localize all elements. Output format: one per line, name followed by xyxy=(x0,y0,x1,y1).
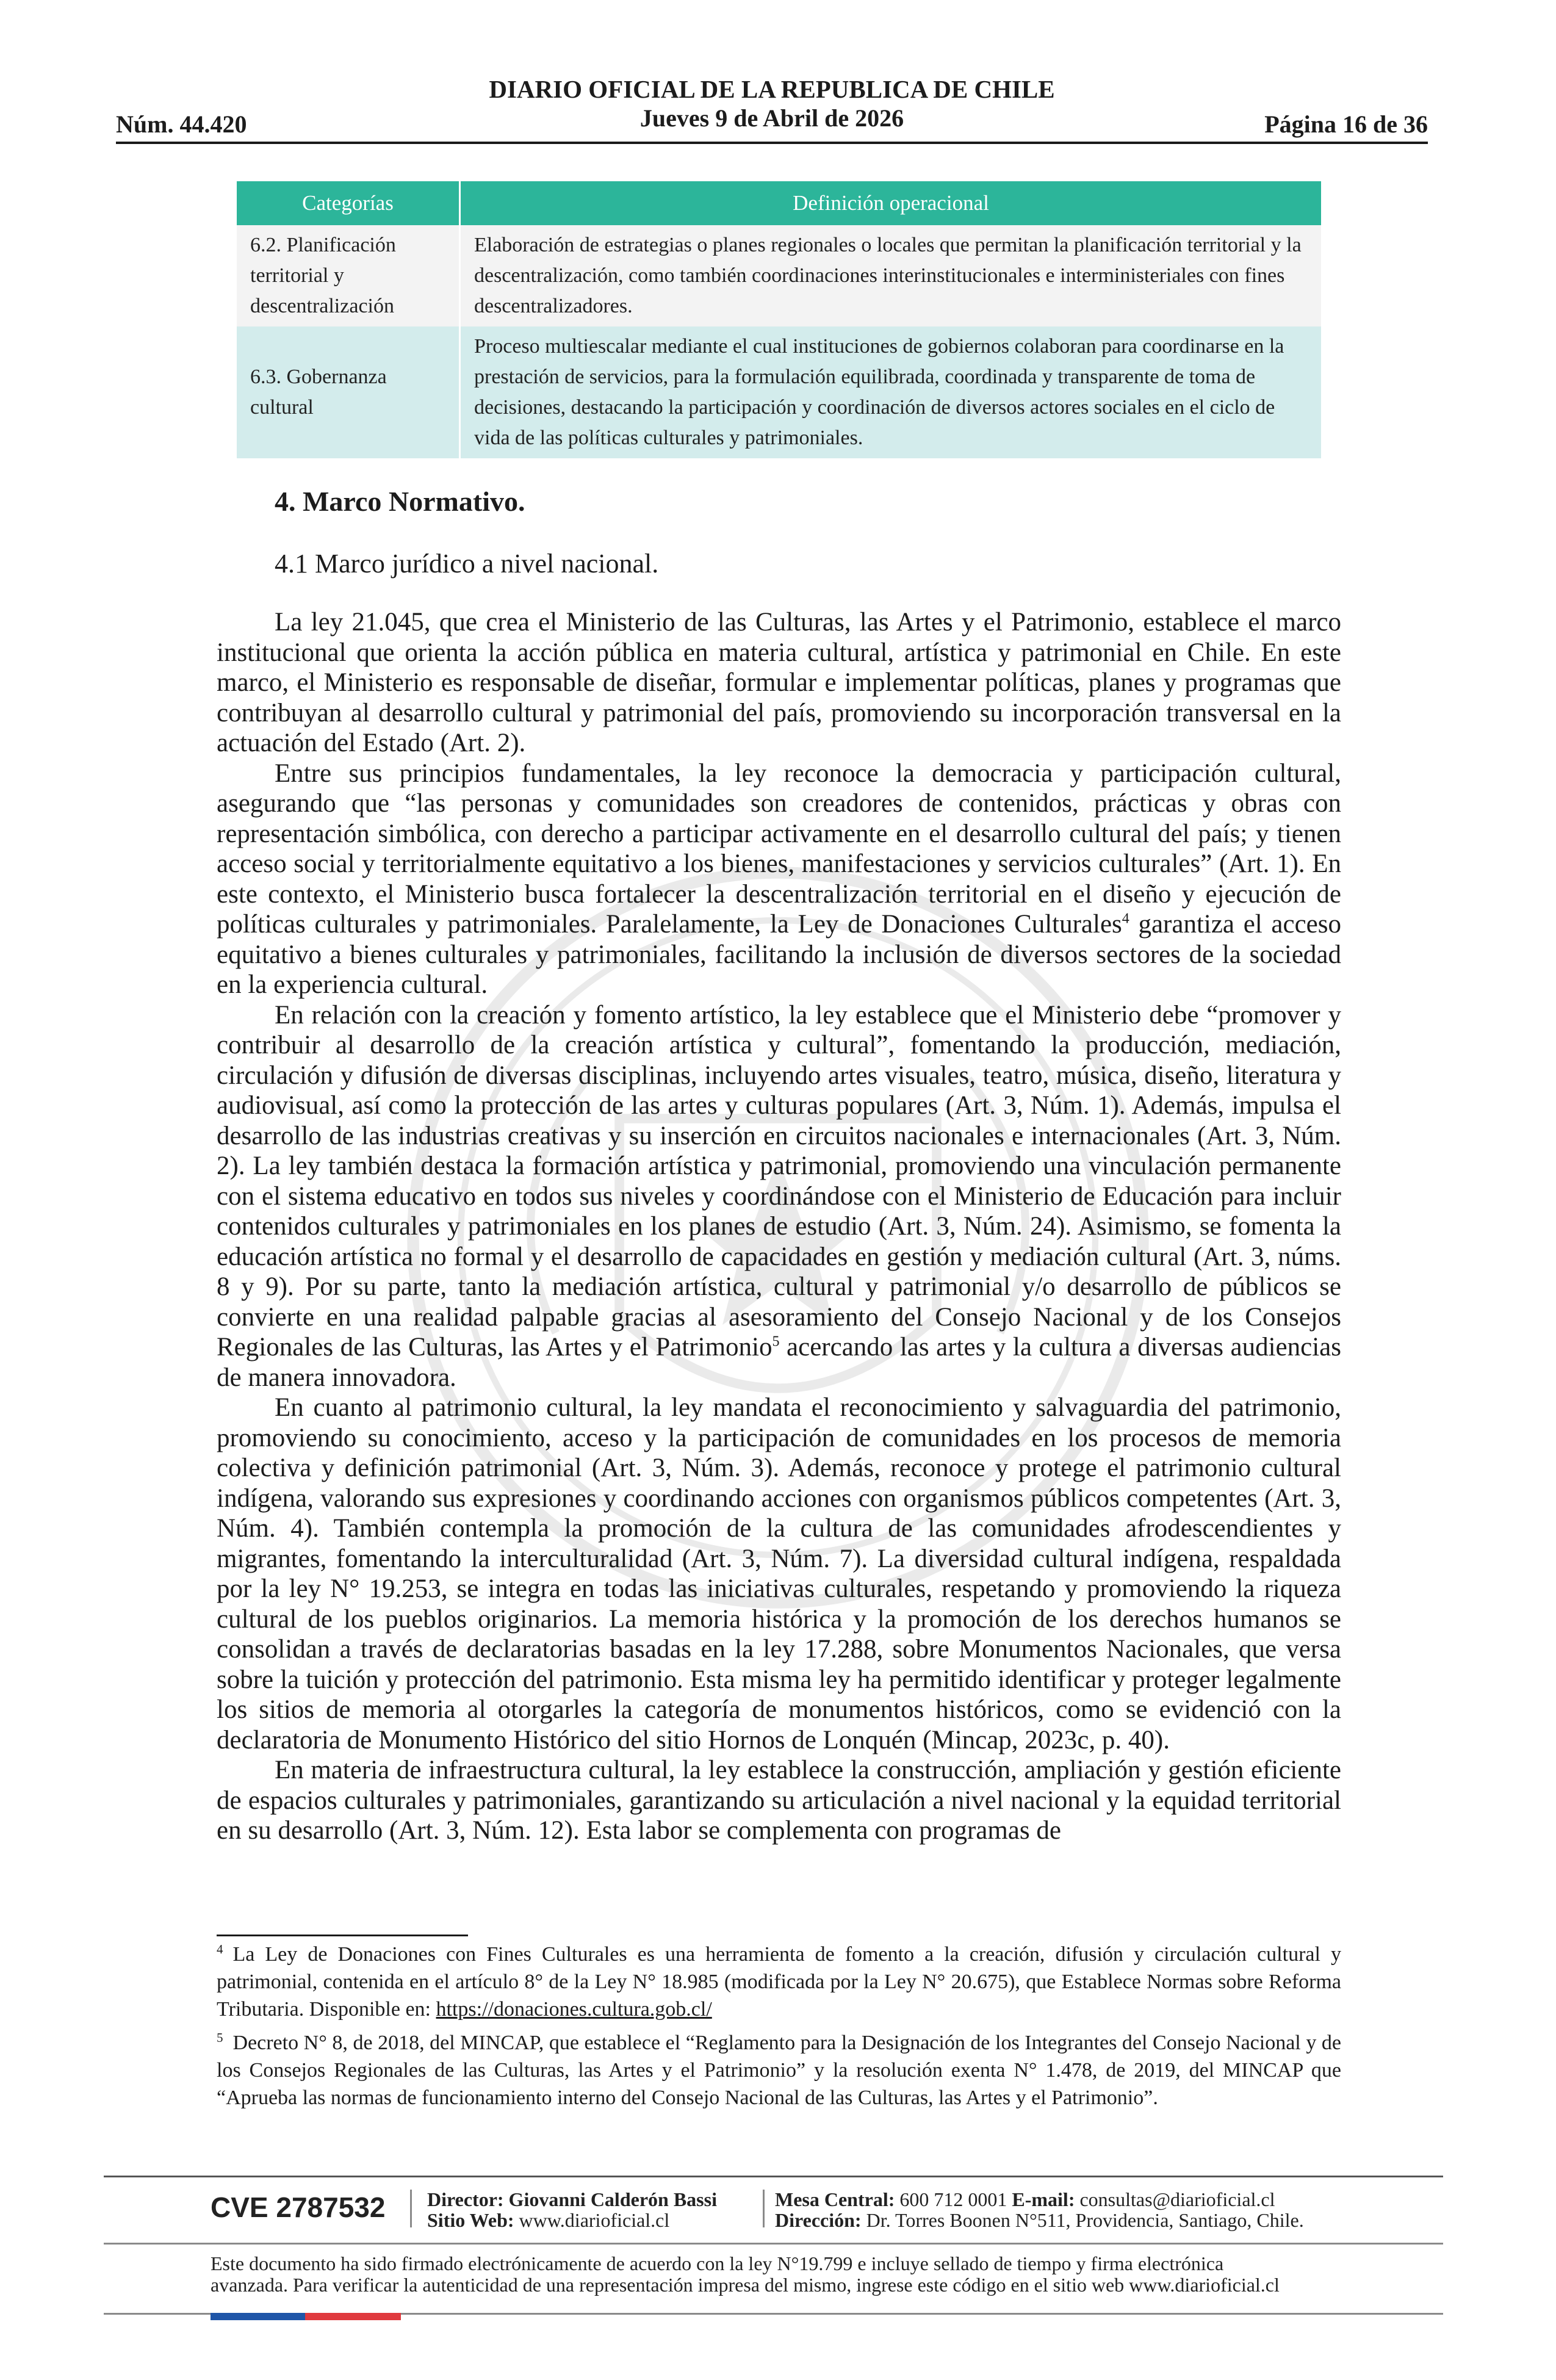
table-row xyxy=(237,326,1321,458)
table-header-row xyxy=(237,181,1321,225)
paragraph xyxy=(217,1000,1341,1393)
page-number: Página 16 de 36 xyxy=(1264,110,1428,138)
footer-separator xyxy=(763,2190,765,2227)
page-header xyxy=(116,74,1428,145)
paragraph: En cuanto al patrimonio cultural, la ley mandata el reconocimiento y salvaguardia del patrimonio, promoviendo su conocimiento, acceso y la participación de comunidades en los procesos de memoria colectiva y definición patrimonial (Art. 3, Núm. 3). Además, reconoce y protege el patrimonio cultural indígena, valorando sus expresiones y coordinando acciones con organismos públicos competentes (Art. 3, Núm. 4). También contempla la promoción de la cultura de las comunidades afrodescendientes y migrantes, fomentando la interculturalidad (Art. 3, Núm. 7). La diversidad cultural indígena, respaldada por la ley N° 19.253, se integra en todas las iniciativas culturales, respetando y promoviendo la riqueza cultural de los pueblos originarios. La memoria histórica y la promoción de los derechos humanos se consolidan a través de declaratorias basadas en la ley 17.288, sobre Monumentos Nacionales, que versa sobre la tuición y protección del patrimonio. Esta misma ley ha permitido identificar y proteger legalmente los sitios de memoria al otorgarles la categoría de monumentos históricos, como se evidenció con la declaratoria de Monumento Histórico del sitio Hornos de Lonquén (Mincap, 2023c, p. 40). xyxy=(217,1393,1341,1754)
email-label: E-mail: xyxy=(1012,2188,1075,2210)
footer-director-block xyxy=(427,2189,717,2230)
definitions-table xyxy=(237,181,1321,458)
header-rule xyxy=(116,142,1428,144)
column-header-categories: Categorías xyxy=(237,181,460,225)
issue-number: Núm. 44.420 xyxy=(116,110,247,138)
donaciones-link[interactable]: https://donaciones.cultura.gob.cl/ xyxy=(436,1998,712,2021)
mesa-phone: 600 712 0001 xyxy=(899,2188,1007,2210)
paragraph-text: acercando las artes y la cultura a diversas audiencias de manera innovadora. xyxy=(217,1333,1341,1392)
signature-note-line: avanzada. Para verificar la autenticidad de una representación impresa del mismo, ingrese este código en el sitio web www.diarioficial.cl xyxy=(211,2274,1280,2296)
signature-note-line: Este documento ha sido firmado electrónicamente de acuerdo con la ley N°19.799 e incluye sellado de tiempo y firma electrónica xyxy=(211,2252,1224,2274)
footnote-ref[interactable]: 4 xyxy=(1122,911,1129,927)
signature-note xyxy=(211,2253,1370,2296)
footer-separator xyxy=(410,2190,412,2227)
table-row xyxy=(237,225,1321,326)
address-label: Dirección: xyxy=(775,2209,862,2231)
cve-code: CVE 2787532 xyxy=(211,2191,386,2223)
footnote-mark: 4 xyxy=(217,1941,223,1956)
flag-stripe-red xyxy=(305,2313,401,2320)
director-label: Director: xyxy=(427,2188,504,2210)
category-cell: 6.2. Planificación territorial y descentralización xyxy=(237,225,460,326)
definition-cell: Proceso multiescalar mediante el cual instituciones de gobiernos colaboran para coordinarse en la prestación de servicios, para la formulación equilibrada, coordinada y transparente de toma de decisiones, destacando la participación y coordinación de diversos actores sociales en el ciclo de vida de las políticas culturales y patrimoniales. xyxy=(460,326,1322,458)
footnote-text: Decreto N° 8, de 2018, del MINCAP, que establece el “Reglamento para la Designación de los Integrantes del Consejo Nacional y de los Consejos Regionales de las Culturas, las Artes y el Patrimonio” y la resolución exenta N° 1.478, de 2019, del MINCAP que “Aprueba las normas de funcionamiento interno del Consejo Nacional de las Culturas, las Artes y el Patrimonio”. xyxy=(217,2032,1341,2109)
website-link[interactable]: www.diarioficial.cl xyxy=(519,2209,670,2231)
paragraph-text: garantiza el acceso equitativo a bienes culturales y patrimoniales, facilitando la inclusión de diversos sectores de la sociedad en la experiencia cultural. xyxy=(217,910,1341,999)
footnote-ref[interactable]: 5 xyxy=(772,1333,780,1350)
footnote-text: La Ley de Donaciones con Fines Culturales es una herramienta de fomento a la creación, difusión y circulación cultural y patrimonial, contenida en el artículo 8° de la Ley N° 18.985 (modificada por la Ley N° 20.675), que Establece Normas sobre Reforma Tributaria. Disponible en: xyxy=(217,1943,1341,2021)
paragraph-text: En relación con la creación y fomento artístico, la ley establece que el Ministerio debe “promover y contribuir al desarrollo de la creación artística y cultural”, fomentando la producción, mediación, circulación y difusión de diversas disciplinas, incluyendo artes visuales, teatro, música, diseño, literatura y audiovisual, así como la protección de las artes y culturas populares (Art. 3, Núm. 1). Además, impulsa el desarrollo de las industrias creativas y su inserción en circuitos nacionales e internacionales (Art. 3, Núm. 2). La ley también destaca la formación artística y patrimonial, promoviendo una vinculación permanente con el sistema educativo en todos sus niveles y coordinándose con el Ministerio de Educación para incluir contenidos culturales y patrimoniales en los planes de estudio (Art. 3, Núm. 24). Asimismo, se fomenta la educación artística no formal y el desarrollo de capacidades en gestión y mediación cultural (Art. 3, núms. 8 y 9). Por su parte, tanto la mediación artística, cultural y patrimonial y/o desarrollo de públicos se convierte en una realidad palpable gracias al asesoramiento del Consejo Nacional y de los Consejos Regionales de las Culturas, las Artes y el Patrimonio xyxy=(217,1000,1341,1361)
flag-stripe-blue xyxy=(211,2313,305,2320)
issue-date: Jueves 9 de Abril de 2026 xyxy=(639,104,904,132)
footer-top-rule xyxy=(104,2176,1443,2177)
category-cell: 6.3. Gobernanza cultural xyxy=(237,326,460,458)
address-value: Dr. Torres Boonen N°511, Providencia, Santiago, Chile. xyxy=(866,2209,1304,2231)
definition-cell: Elaboración de estrategias o planes regionales o locales que permitan la planificación territorial y la descentralización, como también coordinaciones interinstitucionales e interministeriales con fines descentralizadores. xyxy=(460,225,1322,326)
footer-mid-rule xyxy=(104,2243,1443,2245)
email-link[interactable]: consultas@diarioficial.cl xyxy=(1079,2188,1275,2210)
footnote xyxy=(217,1941,1341,2023)
mesa-label: Mesa Central: xyxy=(775,2188,895,2210)
column-header-definition: Definición operacional xyxy=(460,181,1322,225)
footnotes xyxy=(217,1941,1341,2118)
paragraph xyxy=(217,759,1341,1000)
body-text xyxy=(217,607,1341,1846)
footer-contact-block xyxy=(775,2189,1304,2230)
website-label: Sitio Web: xyxy=(427,2209,514,2231)
footnote xyxy=(217,2029,1341,2111)
director-name: Giovanni Calderón Bassi xyxy=(508,2188,717,2210)
paragraph-text: Entre sus principios fundamentales, la ley reconoce la democracia y participación cultural, asegurando que “las personas y comunidades son creadores de contenidos, prácticas y obras con representación simbólica, con derecho a participar activamente en el desarrollo cultural del país; y tienen acceso social y territorialmente equitativo a los bienes, manifestaciones y servicios culturales” (Art. 1). En este contexto, el Ministerio busca fortalecer la descentralización territorial en el diseño y ejecución de políticas culturales y patrimoniales. Paralelamente, la Ley de Donaciones Culturales xyxy=(217,759,1341,939)
subsection-heading: 4.1 Marco jurídico a nivel nacional. xyxy=(275,549,659,579)
footnote-rule xyxy=(217,1935,468,1936)
footnote-mark: 5 xyxy=(217,2030,223,2045)
newspaper-title: DIARIO OFICIAL DE LA REPUBLICA DE CHILE xyxy=(489,75,1055,103)
paragraph: La ley 21.045, que crea el Ministerio de las Culturas, las Artes y el Patrimonio, establece el marco institucional que orienta la acción pública en materia cultural, artística y patrimonial en Chile. En este marco, el Ministerio es responsable de diseñar, formular e implementar políticas, planes y programas que contribuyan al desarrollo cultural y patrimonial del país, promoviendo su incorporación transversal en la actuación del Estado (Art. 2). xyxy=(217,608,1341,757)
paragraph: En materia de infraestructura cultural, la ley establece la construcción, ampliación y gestión eficiente de espacios culturales y patrimoniales, garantizando su articulación a nivel nacional y la equidad territorial en su desarrollo (Art. 3, Núm. 12). Esta labor se complementa con programas de xyxy=(217,1756,1341,1845)
section-heading: 4. Marco Normativo. xyxy=(275,486,525,517)
